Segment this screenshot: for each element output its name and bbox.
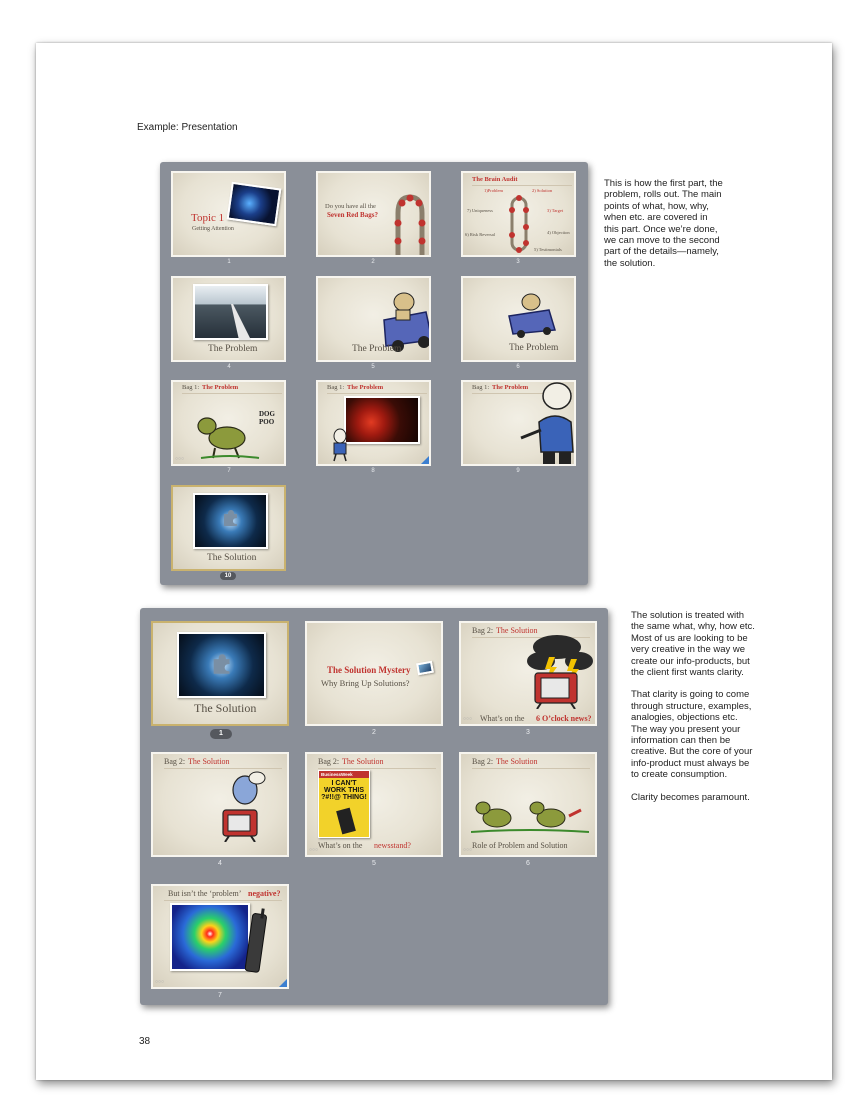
slide-sorter-panel-solution — [140, 608, 608, 1005]
corner-marker-icon — [279, 979, 287, 987]
transition-dots: ○○○ — [463, 847, 473, 853]
text-line: creative. But the core of your — [631, 746, 753, 758]
transition-dots: ○○○ — [463, 716, 473, 722]
slide-thumbnail-selected[interactable] — [151, 621, 289, 726]
brain-audit-chain-icon — [507, 195, 531, 253]
slide-prefix: Bag 2: — [318, 757, 340, 766]
text-line: when etc. are covered in — [604, 212, 708, 224]
slide-title: The Solution — [207, 553, 257, 563]
slide-number-selected: 10 — [220, 572, 236, 580]
slide-number: 2 — [371, 259, 375, 265]
slide-title: The Brain Audit — [472, 176, 518, 183]
slide-thumbnail[interactable] — [171, 380, 286, 466]
slide-title: The Solution — [194, 701, 257, 715]
audit-label: 1)Problem — [484, 188, 503, 193]
audit-label: 2) Solution — [532, 188, 553, 193]
text-line: very creative in the way we — [631, 644, 746, 656]
slide-thumbnail[interactable] — [459, 621, 597, 726]
slide-subtitle: Why Bring Up Solutions? — [321, 678, 410, 688]
slide-caption-a: What’s on the — [480, 714, 525, 723]
text-line: The solution is treated with — [631, 610, 745, 621]
text-line: Most of us are looking to be — [631, 632, 748, 644]
road-line-icon — [193, 304, 268, 340]
slide-title: The Solution — [342, 757, 384, 766]
dog-illustration — [195, 404, 265, 460]
slide-number: 6 — [526, 860, 530, 867]
slide-thumbnail-selected[interactable] — [171, 485, 286, 571]
slide-title: The Problem — [347, 384, 384, 391]
text-line: That clarity is going to come — [631, 689, 750, 701]
text-line: the same what, why, how etc. — [631, 621, 755, 633]
slide-prefix: Bag 1: — [327, 384, 345, 391]
page-number: 38 — [139, 1036, 151, 1047]
slide-thumbnail[interactable] — [305, 752, 443, 857]
magazine-headline: I CAN'T WORK THIS ?#!!@ THING! — [321, 780, 367, 801]
slide-number: 4 — [227, 364, 231, 370]
slide-title: The Problem — [352, 344, 402, 354]
slide-thumbnail[interactable] — [461, 276, 576, 362]
transition-dots: ○○○ — [155, 979, 165, 985]
audit-label: 6) Risk Reversal — [465, 232, 495, 237]
puzzle-piece-icon — [221, 509, 239, 527]
red-bag-chain-icon — [390, 193, 430, 257]
paragraph — [631, 610, 781, 678]
slide-title-a: But isn’t the ‘problem’ — [168, 889, 242, 898]
text-line: through structure, examples, — [631, 700, 752, 712]
transition-dots: ○○○ — [309, 847, 319, 853]
text-line: this part. Once we’re done, — [604, 223, 718, 235]
text-line: info-product must always be — [631, 757, 750, 769]
slide-caption: Role of Problem and Solution — [472, 841, 568, 850]
slide-title: The Solution — [496, 626, 538, 635]
slide-title: The Problem — [208, 344, 258, 354]
slide-title: The Problem — [202, 384, 239, 391]
title-rule — [472, 768, 590, 769]
slide-number: 1 — [227, 259, 231, 265]
two-dogs-illustration — [471, 792, 589, 836]
slide-title: The Problem — [492, 384, 529, 391]
slide-title: Seven Red Bags? — [327, 211, 378, 219]
text-line: the client first wants clarity. — [631, 667, 744, 679]
dog-poo-text: DOG POO — [259, 410, 275, 426]
puzzle-piece-icon — [210, 653, 232, 675]
text-line: we can move to the second — [604, 235, 720, 247]
text-line: This is how the first part, the — [604, 178, 723, 189]
text-line: problem, rolls out. The main — [604, 189, 722, 201]
tv-storm-illustration — [519, 633, 595, 709]
text-line: create our info-products, but — [631, 655, 750, 667]
slide-number: 6 — [516, 364, 520, 370]
hurricane-radar-photo — [170, 903, 250, 971]
pointing-cartoon-figure — [519, 382, 576, 466]
slide-number: 3 — [516, 259, 520, 265]
title-rule — [182, 393, 282, 394]
tomatoes-photo — [344, 396, 420, 444]
slide-thumbnail[interactable] — [151, 752, 289, 857]
slide-number: 8 — [371, 468, 375, 474]
small-cartoon-figure — [328, 428, 352, 462]
corner-marker-icon — [421, 456, 429, 464]
neuron-photo — [227, 182, 282, 227]
slide-title: The Solution — [188, 757, 230, 766]
slide-thumbnail[interactable] — [316, 276, 431, 362]
audit-label: 5) Testimonials — [534, 247, 562, 252]
slide-thumbnail[interactable] — [461, 171, 576, 257]
slide-number: 7 — [218, 992, 222, 999]
title-rule — [164, 900, 282, 901]
slide-line-1: Do you have all the — [325, 203, 376, 210]
slide-number-selected: 1 — [210, 729, 232, 739]
small-photo — [416, 661, 434, 676]
slide-number: 2 — [372, 729, 376, 736]
magazine-phone-art — [336, 808, 356, 835]
slide-thumbnail[interactable] — [461, 380, 576, 466]
slide-caption-a: What’s on the — [318, 841, 363, 850]
slide-thumbnail[interactable] — [171, 171, 286, 257]
text-line: information can then be — [631, 735, 731, 747]
slide-number: 9 — [516, 468, 520, 474]
example-caption: Example: Presentation — [137, 122, 238, 133]
dog-in-car-illustration — [505, 292, 557, 338]
side-text-problem — [604, 178, 744, 269]
slide-prefix: Bag 2: — [472, 757, 494, 766]
slide-sorter-panel-problem — [160, 162, 588, 585]
slide-caption-b: 6 O’clock news? — [536, 714, 592, 723]
slide-prefix: Bag 2: — [472, 626, 494, 635]
document-page — [36, 43, 832, 1080]
slide-thumbnail[interactable] — [171, 276, 286, 362]
slide-title: The Problem — [509, 343, 559, 353]
slide-title: The Solution — [496, 757, 538, 766]
slide-prefix: Bag 1: — [182, 384, 200, 391]
title-rule — [327, 393, 427, 394]
title-rule — [318, 768, 436, 769]
slide-title: The Solution Mystery — [327, 665, 411, 675]
slide-thumbnail[interactable] — [316, 380, 431, 466]
magazine-cover — [318, 770, 370, 838]
audit-label: 7) Uniqueness — [467, 208, 493, 213]
slide-thumbnail[interactable] — [305, 621, 443, 726]
slide-thumbnail[interactable] — [316, 171, 431, 257]
text-line: the solution. — [604, 257, 656, 269]
audit-label: 3) Target — [547, 208, 564, 213]
dog-on-tv-illustration — [217, 768, 269, 842]
text-line: analogies, objections etc. — [631, 712, 738, 724]
mobile-phone-icon — [245, 908, 269, 974]
text-line: to create consumption. — [631, 769, 728, 781]
slide-prefix: Bag 2: — [164, 757, 186, 766]
slide-number: 5 — [371, 364, 375, 370]
paragraph — [631, 689, 781, 780]
text-line: points of what, how, why, — [604, 200, 709, 212]
side-text-solution — [631, 610, 781, 814]
slide-number: 3 — [526, 729, 530, 736]
paragraph: Clarity becomes paramount. — [631, 791, 750, 803]
slide-caption-b: newsstand? — [374, 841, 411, 850]
magazine-brand: BusinessWeek — [319, 771, 369, 778]
audit-label: 4) Objection — [547, 230, 570, 235]
text-line: part of the details—namely, — [604, 246, 719, 258]
slide-thumbnail[interactable] — [459, 752, 597, 857]
slide-title-b: negative? — [248, 889, 281, 898]
slide-number: 7 — [227, 468, 231, 474]
slide-thumbnail[interactable] — [151, 884, 289, 989]
slide-number: 4 — [218, 860, 222, 867]
text-line: The way you present your — [631, 723, 741, 735]
slide-number: 5 — [372, 860, 376, 867]
transition-dots: ○○○ — [175, 456, 185, 462]
title-rule — [472, 185, 572, 186]
slide-prefix: Bag 1: — [472, 384, 490, 391]
slide-subtitle: Getting Attention — [192, 226, 234, 232]
slide-title: Topic 1 — [191, 212, 225, 224]
